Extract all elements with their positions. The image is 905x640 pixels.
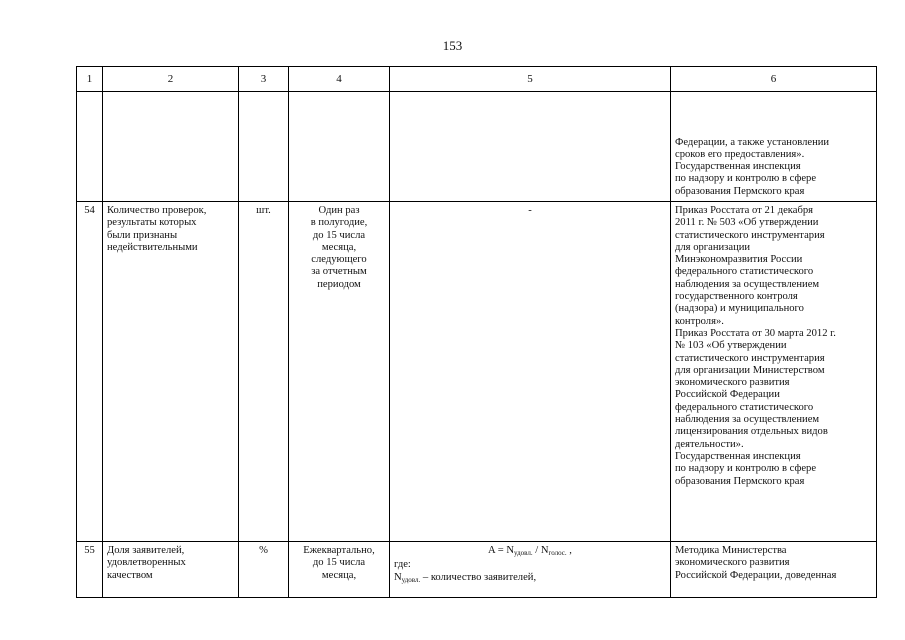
table-header-row <box>77 67 877 92</box>
table-row-54 <box>77 202 877 542</box>
text-line: Приказ Росстата от 21 декабря <box>675 205 814 216</box>
text-line: по надзору и контролю в сфере <box>675 463 817 475</box>
text-line: Методика Министерства <box>675 545 787 556</box>
indicator-name <box>103 202 239 542</box>
text-line: наблюдения за осуществлением <box>675 414 820 426</box>
unit-cell: шт. <box>239 202 289 542</box>
text-line: недействительными <box>107 241 198 253</box>
text-line: сроков его предоставления». <box>675 148 805 160</box>
text-line: Государственная инспекция <box>675 450 801 462</box>
text-line: Государственная инспекция <box>675 161 801 173</box>
text-line: Минэкономразвития России <box>675 254 803 266</box>
definition-symbol: N <box>394 571 402 583</box>
text-line: Приказ Росстата от 30 марта 2012 г. <box>675 327 836 339</box>
formula-definition <box>394 572 666 586</box>
text-line: месяца, <box>321 569 357 581</box>
text-line: Ежеквартально, <box>303 545 375 556</box>
text-line: образования Пермского края <box>675 475 805 487</box>
formula-prefix: A = N <box>488 545 515 556</box>
text-line: для организации Министерством <box>675 364 825 376</box>
indicator-table <box>76 66 877 598</box>
unit-cell: % <box>239 542 289 598</box>
text-line: федерального статистического <box>675 401 814 413</box>
text-line: лицензирования отдельных видов <box>675 426 828 438</box>
text-line: по надзору и контролю в сфере <box>675 173 817 185</box>
formula-subscript: удовл. <box>514 549 533 557</box>
formula-cell <box>390 542 671 598</box>
text-line: результаты которых <box>107 217 197 229</box>
formula-cell: - <box>390 202 671 542</box>
cell-empty <box>390 92 671 202</box>
header-col-4: 4 <box>289 67 390 92</box>
text-line: контроля». <box>675 315 724 327</box>
header-col-6: 6 <box>671 67 877 92</box>
text-line: качеством <box>107 569 153 581</box>
text-line: экономического развития <box>675 377 790 389</box>
row-number: 54 <box>77 202 103 542</box>
text-line: следующего <box>311 254 367 266</box>
text-line: деятельности». <box>675 438 744 450</box>
text-line: были признаны <box>107 229 178 241</box>
header-col-5: 5 <box>390 67 671 92</box>
period-cell <box>289 202 390 542</box>
formula-where: где: <box>394 559 411 571</box>
header-col-1: 1 <box>77 67 103 92</box>
text-line: Российской Федерации, доведенная <box>675 569 837 581</box>
definition-text: – количество заявителей, <box>420 571 537 583</box>
cell-empty <box>77 92 103 202</box>
period-cell <box>289 542 390 598</box>
text-line: 2011 г. № 503 «Об утверждении <box>675 217 819 229</box>
formula-suffix: , <box>566 545 572 556</box>
row-number: 55 <box>77 542 103 598</box>
text-line: статистического инструментария <box>675 229 825 241</box>
indicator-name <box>103 542 239 598</box>
text-line: государственного контроля <box>675 291 798 303</box>
text-line: для организации <box>675 241 751 253</box>
text-line: месяца, <box>321 241 357 253</box>
text-line: периодом <box>317 278 361 290</box>
definition-subscript: удовл. <box>401 575 421 584</box>
text-line: Федерации, а также установлении <box>675 136 830 148</box>
text-line: (надзора) и муниципального <box>675 303 804 315</box>
page-number: 153 <box>442 38 463 53</box>
formula-mid: / N <box>532 545 549 556</box>
source-cell <box>671 542 877 598</box>
source-cell <box>671 92 877 202</box>
cell-empty <box>239 92 289 202</box>
header-col-2: 2 <box>103 67 239 92</box>
text-line: статистического инструментария <box>675 352 825 364</box>
header-col-3: 3 <box>239 67 289 92</box>
formula <box>394 545 666 559</box>
text-line: экономического развития <box>675 557 790 569</box>
text-line: Российской Федерации <box>675 389 780 401</box>
text-line: Один раз <box>318 205 360 216</box>
text-line: за отчетным <box>311 266 367 278</box>
text-line: образования Пермского края <box>675 185 805 197</box>
text-line: в полугодие, <box>310 217 368 229</box>
text-line: наблюдения за осуществлением <box>675 278 820 290</box>
text-line: Доля заявителей, <box>107 545 185 556</box>
text-line: № 103 «Об утверждении <box>675 340 787 352</box>
formula-subscript: голос. <box>548 549 567 557</box>
text-line: до 15 числа <box>312 557 366 569</box>
cell-empty <box>103 92 239 202</box>
source-cell <box>671 202 877 542</box>
cell-empty <box>289 92 390 202</box>
table-row-55 <box>77 542 877 598</box>
text-line: удовлетворенных <box>107 557 186 569</box>
text-line: до 15 числа <box>312 229 366 241</box>
text-line: Количество проверок, <box>107 205 207 216</box>
table-row-continuation <box>77 92 877 202</box>
text-line: федерального статистического <box>675 266 814 278</box>
